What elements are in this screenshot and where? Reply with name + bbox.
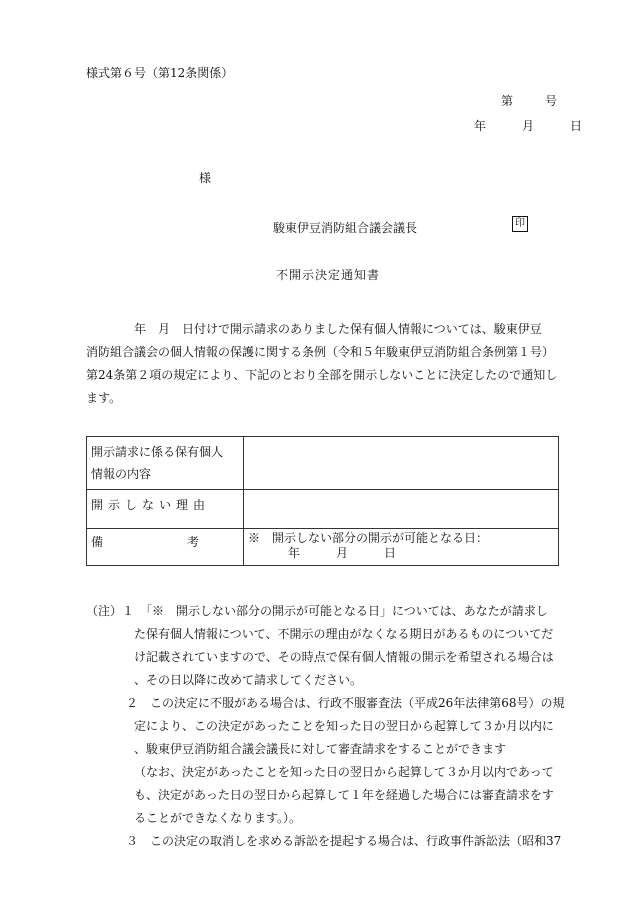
note-line: た保有個人情報について、不開示の理由がなくなる期日があるものについてだ <box>134 627 554 641</box>
note-line: 、駿東伊豆消防組合議会議長に対して審査請求をすることができます <box>134 742 507 756</box>
notes-section <box>86 600 586 853</box>
document-number: 第 号 <box>501 94 568 108</box>
remarks-char: 考 <box>186 535 199 549</box>
body-line: 第24条第２項の規定により、下記のとおり全部を開示しないことに決定したので通知し <box>86 368 558 382</box>
reason-label: 開示しない理由 <box>87 490 244 529</box>
note-line: （注）１ 「※ 開示しない部分の開示が可能となる日」については、あなたが請求し <box>86 604 548 618</box>
label-line: 情報の内容 <box>91 467 152 481</box>
note-line: 定により、この決定があったことを知った日の翌日から起算して３か月以内に <box>134 719 554 733</box>
note-line: ３ この決定の取消しを求める訴訟を提起する場合は、行政事件訴訟法（昭和37 <box>126 834 562 848</box>
remarks-value <box>244 529 559 566</box>
seal-stamp: 印 <box>512 216 528 232</box>
disclosure-date: 年 月 日 <box>288 546 409 560</box>
form-number: 様式第６号（第12条関係） <box>86 66 234 80</box>
table-row <box>87 490 559 529</box>
info-content-label <box>87 437 244 490</box>
document-title: 不開示決定通知書 <box>276 268 381 282</box>
reason-value <box>244 490 559 529</box>
note-line: （なお、決定があったことを知った日の翌日から起算して３か月以内であって <box>134 765 554 779</box>
note-line: け記載されていますので、その時点で保有個人情報の開示を希望される場合は <box>134 650 554 664</box>
info-table <box>86 436 559 566</box>
remarks-label <box>87 529 244 566</box>
disclosure-date-note: ※ 開示しない部分の開示が可能となる日： <box>248 531 489 545</box>
remarks-char: 備 <box>91 535 104 549</box>
body-line: ます。 <box>86 391 122 405</box>
info-content-value <box>244 437 559 490</box>
note-line: も、決定があった日の翌日から起算して１年を経過した場合には審査請求をす <box>134 788 554 802</box>
addressee: 様 <box>199 171 212 185</box>
body-line: 年 月 日付けで開示請求のありました保有個人情報については、駿東伊豆 <box>134 322 542 336</box>
table-row <box>87 437 559 490</box>
note-line: ることができなくなります。）。 <box>134 811 302 825</box>
body-text <box>86 318 572 410</box>
sender-name: 駿東伊豆消防組合議会議長 <box>273 221 418 235</box>
body-line: 消防組合議会の個人情報の保護に関する条例（令和５年駿東伊豆消防組合条例第１号） <box>86 345 555 359</box>
label-line: 開示請求に係る保有個人 <box>91 445 224 459</box>
note-line: 、その日以降に改めて請求してください。 <box>134 673 363 687</box>
table-row <box>87 529 559 566</box>
document-date: 年 月 日 <box>474 119 595 133</box>
note-line: ２ この決定に不服がある場合は、行政不服審査法（平成26年法律第68号）の規 <box>126 696 565 710</box>
